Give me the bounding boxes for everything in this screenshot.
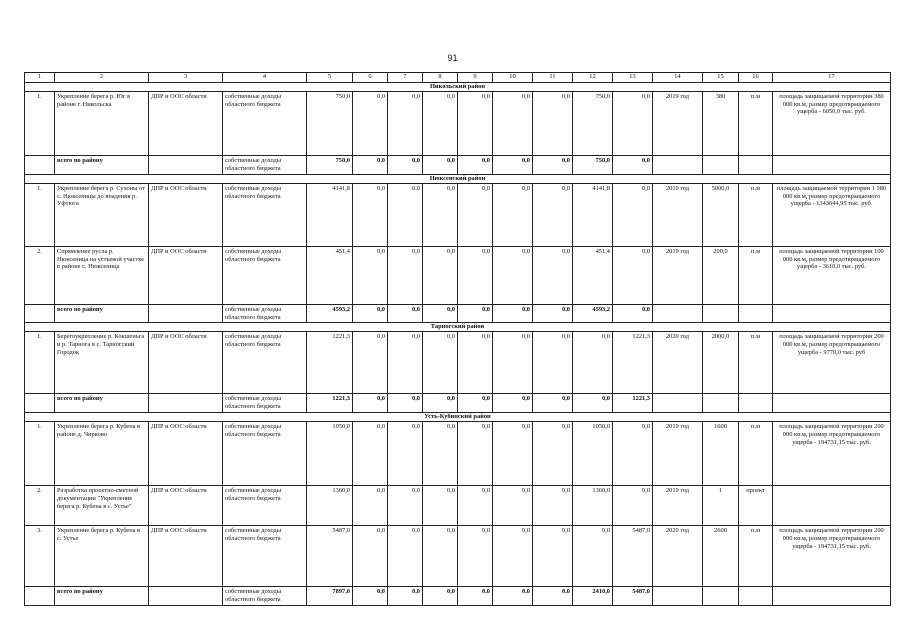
total-amount-cell: 750,0 [573,156,613,175]
col-header: 4 [223,73,307,83]
amount-cell: 0,0 [533,422,573,486]
amount-cell: 0,0 [493,184,533,247]
section-title: Усть-Кубинский район [25,413,891,422]
funding-source: собственные доходы областного бюджета [223,156,307,175]
amount-cell: 0,0 [423,247,458,305]
empty-cell [773,394,891,413]
total-amount-cell: 7897,0 [307,587,353,605]
amount-cell: 0,0 [388,422,423,486]
measure-name: Укрепление берега р. Юг в районе г. Никольска [55,92,149,156]
total-label: всего по району [55,305,149,323]
measure-name: Разработка проектно-сметной документации "Укрепление берега р. Кубена в с. Устье" [55,486,149,526]
note-cell: площадь защищаемой территории 200 000 кв.м, размер предотвращаемого ущерба - 194731,15 тыс. руб. [773,422,891,486]
col-header: 9 [458,73,493,83]
total-amount-cell: 0,0 [533,394,573,413]
amount-cell: 750,0 [307,92,353,156]
total-amount-cell: 0,0 [353,394,388,413]
table-row [25,247,891,305]
amount-cell: 0,0 [613,486,653,526]
row-number-empty [25,587,55,605]
total-amount-cell: 2410,0 [573,587,613,605]
amount-cell: 0,0 [458,486,493,526]
section-header-row [25,83,891,92]
col-header: 8 [423,73,458,83]
total-amount-cell: 0,0 [353,305,388,323]
measure-name: Спрямление русла р. Нюксеница на устьевой участке в районе с. Нюксеница [55,247,149,305]
total-amount-cell: 1221,3 [613,394,653,413]
total-amount-cell: 0,0 [423,305,458,323]
empty-cell [653,587,703,605]
col-header: 6 [353,73,388,83]
quantity-cell: 1 [703,486,739,526]
amount-cell: 0,0 [353,92,388,156]
amount-cell: 451,4 [573,247,613,305]
table-row [25,92,891,156]
executor-empty [149,587,223,605]
empty-cell [773,587,891,605]
unit-cell: п.м [739,526,773,587]
amount-cell: 1221,3 [307,332,353,394]
row-number: 1. [25,422,55,486]
amount-cell: 5487,0 [613,526,653,587]
table-row [25,422,891,486]
amount-cell: 1360,0 [573,486,613,526]
total-amount-cell: 0,0 [613,156,653,175]
amount-cell: 0,0 [423,486,458,526]
empty-cell [653,394,703,413]
amount-cell: 0,0 [423,332,458,394]
table-row [25,526,891,587]
total-amount-cell: 0,0 [493,587,533,605]
table-row [25,486,891,526]
year-cell: 2019 год [653,247,703,305]
year-cell: 2019 год [653,92,703,156]
col-header: 3 [149,73,223,83]
col-header: 15 [703,73,739,83]
quantity-cell: 5000,0 [703,184,739,247]
empty-cell [703,394,739,413]
row-number-empty [25,156,55,175]
quantity-cell: 1600 [703,422,739,486]
year-cell: 2020 год [653,332,703,394]
quantity-cell: 200,0 [703,247,739,305]
total-row [25,156,891,175]
measure-name: Укрепление берега р. Сухоны от с. Нюксеницы до впадения р. Уфтюга [55,184,149,247]
amount-cell: 0,0 [423,92,458,156]
empty-cell [739,587,773,605]
executor: ДПР и ООС области [149,92,223,156]
executor: ДПР и ООС области [149,332,223,394]
amount-cell: 0,0 [353,526,388,587]
col-header: 16 [739,73,773,83]
amount-cell: 0,0 [458,92,493,156]
year-cell: 2020 год [653,526,703,587]
col-header: 10 [493,73,533,83]
measure-name: Укрепление берега р. Кубена в с. Устье [55,526,149,587]
amount-cell: 0,0 [533,486,573,526]
total-amount-cell: 0,0 [533,587,573,605]
note-cell: площадь защищаемой территории 1 380 000 кв.м, размер предотвращаемого ущерба - 1343644,95 тыс. руб. [773,184,891,247]
total-amount-cell: 0,0 [458,156,493,175]
unit-cell: п.м [739,247,773,305]
measure-name: Берегоукрепление р. Кокшеньга и р. Тарнога в с. Тарногский Городок [55,332,149,394]
total-amount-cell: 0,0 [533,156,573,175]
budget-table [24,72,891,606]
amount-cell: 4141,8 [573,184,613,247]
total-amount-cell: 0,0 [423,156,458,175]
executor: ДПР и ООС области [149,184,223,247]
total-row [25,305,891,323]
year-cell: 2019 год [653,422,703,486]
row-number: 3. [25,526,55,587]
amount-cell: 0,0 [613,247,653,305]
row-number: 1. [25,332,55,394]
amount-cell: 451,4 [307,247,353,305]
amount-cell: 0,0 [493,422,533,486]
note-cell [773,486,891,526]
quantity-cell: 2000,0 [703,332,739,394]
amount-cell: 0,0 [613,422,653,486]
note-cell: площадь защищаемой территории 200 000 кв.м, размер предотвращаемого ущерба - 194731,15 тыс. руб. [773,526,891,587]
total-amount-cell: 750,0 [307,156,353,175]
amount-cell: 0,0 [493,526,533,587]
total-amount-cell: 0,0 [493,156,533,175]
amount-cell: 0,0 [573,332,613,394]
amount-cell: 0,0 [493,486,533,526]
funding-source: собственные доходы областного бюджета [223,247,307,305]
empty-cell [773,156,891,175]
table-row [25,332,891,394]
funding-source: собственные доходы областного бюджета [223,587,307,605]
amount-cell: 1221,3 [613,332,653,394]
amount-cell: 0,0 [458,247,493,305]
amount-cell: 0,0 [613,184,653,247]
unit-cell: проект [739,486,773,526]
total-amount-cell: 0,0 [458,394,493,413]
table-row [25,184,891,247]
empty-cell [703,156,739,175]
funding-source: собственные доходы областного бюджета [223,486,307,526]
funding-source: собственные доходы областного бюджета [223,422,307,486]
note-cell: площадь защищаемой территории 380 000 кв.м, размер предотвращаемого ущерба - 6050,0 тыс. руб. [773,92,891,156]
total-amount-cell: 0,0 [388,587,423,605]
col-header: 17 [773,73,891,83]
executor-empty [149,305,223,323]
executor: ДПР и ООС области [149,247,223,305]
row-number: 2. [25,247,55,305]
section-header-row [25,323,891,332]
amount-cell: 0,0 [388,526,423,587]
amount-cell: 0,0 [423,526,458,587]
funding-source: собственные доходы областного бюджета [223,92,307,156]
unit-cell: п.м [739,422,773,486]
funding-source: собственные доходы областного бюджета [223,184,307,247]
total-amount-cell: 0,0 [353,587,388,605]
total-amount-cell: 0,0 [493,394,533,413]
total-amount-cell: 0,0 [388,394,423,413]
section-title: Тарногский район [25,323,891,332]
table-body [25,73,891,606]
row-number: 1. [25,92,55,156]
col-header: 13 [613,73,653,83]
col-header: 12 [573,73,613,83]
total-label: всего по району [55,394,149,413]
funding-source: собственные доходы областного бюджета [223,394,307,413]
section-header-row [25,413,891,422]
total-amount-cell: 0,0 [613,305,653,323]
amount-cell: 0,0 [353,332,388,394]
amount-cell: 0,0 [388,486,423,526]
total-label: всего по району [55,587,149,605]
amount-cell: 4141,8 [307,184,353,247]
quantity-cell: 380 [703,92,739,156]
total-amount-cell: 0,0 [388,305,423,323]
quantity-cell: 2600 [703,526,739,587]
empty-cell [703,587,739,605]
section-header-row [25,175,891,184]
amount-cell: 0,0 [458,422,493,486]
col-header: 7 [388,73,423,83]
total-amount-cell: 4593,2 [307,305,353,323]
section-title: Нюксенский район [25,175,891,184]
total-amount-cell: 0,0 [458,305,493,323]
empty-cell [653,305,703,323]
total-amount-cell: 0,0 [423,587,458,605]
total-amount-cell: 0,0 [388,156,423,175]
executor: ДПР и ООС области [149,422,223,486]
measure-name: Укрепление берега р. Кубена в районе д. Чирково [55,422,149,486]
amount-cell: 1050,0 [573,422,613,486]
executor: ДПР и ООС области [149,486,223,526]
executor-empty [149,156,223,175]
empty-cell [703,305,739,323]
total-amount-cell: 5487,0 [613,587,653,605]
amount-cell: 0,0 [613,92,653,156]
row-number: 1. [25,184,55,247]
total-amount-cell: 0,0 [423,394,458,413]
unit-cell: п.м [739,92,773,156]
unit-cell: п.м [739,184,773,247]
amount-cell: 0,0 [388,247,423,305]
amount-cell: 1050,0 [307,422,353,486]
funding-source: собственные доходы областного бюджета [223,332,307,394]
row-number-empty [25,394,55,413]
column-header-row [25,73,891,83]
amount-cell: 750,0 [573,92,613,156]
amount-cell: 0,0 [533,332,573,394]
amount-cell: 0,0 [573,526,613,587]
note-cell: площадь защищаемой территории 100 000 кв.м, размер предотвращаемого ущерба - 3610,0 тыс. руб. [773,247,891,305]
amount-cell: 0,0 [533,92,573,156]
amount-cell: 1360,0 [307,486,353,526]
col-header: 2 [55,73,149,83]
total-amount-cell: 0,0 [493,305,533,323]
amount-cell: 0,0 [353,422,388,486]
amount-cell: 0,0 [493,332,533,394]
amount-cell: 0,0 [388,184,423,247]
total-row [25,587,891,605]
amount-cell: 0,0 [388,332,423,394]
page-number: 91 [447,53,458,63]
unit-cell: п.м [739,332,773,394]
amount-cell: 5487,0 [307,526,353,587]
amount-cell: 0,0 [353,486,388,526]
year-cell: 2019 год [653,486,703,526]
row-number-empty [25,305,55,323]
empty-cell [739,394,773,413]
total-amount-cell: 0,0 [533,305,573,323]
row-number: 2. [25,486,55,526]
total-amount-cell: 0,0 [573,394,613,413]
amount-cell: 0,0 [388,92,423,156]
funding-source: собственные доходы областного бюджета [223,305,307,323]
total-amount-cell: 0,0 [458,587,493,605]
total-label: всего по району [55,156,149,175]
amount-cell: 0,0 [458,184,493,247]
year-cell: 2019 год [653,184,703,247]
amount-cell: 0,0 [353,247,388,305]
total-amount-cell: 0,0 [353,156,388,175]
note-cell: площадь защищаемой территории 200 000 кв.м, размер предотвращаемого ущерба - 9770,0 тыс. руб [773,332,891,394]
empty-cell [653,156,703,175]
section-title: Никольский район [25,83,891,92]
executor: ДПР и ООС области [149,526,223,587]
amount-cell: 0,0 [493,247,533,305]
total-amount-cell: 1221,3 [307,394,353,413]
executor-empty [149,394,223,413]
empty-cell [773,305,891,323]
col-header: 14 [653,73,703,83]
amount-cell: 0,0 [493,92,533,156]
empty-cell [739,305,773,323]
empty-cell [739,156,773,175]
col-header: 11 [533,73,573,83]
amount-cell: 0,0 [533,184,573,247]
amount-cell: 0,0 [423,184,458,247]
amount-cell: 0,0 [533,247,573,305]
amount-cell: 0,0 [353,184,388,247]
amount-cell: 0,0 [533,526,573,587]
total-row [25,394,891,413]
amount-cell: 0,0 [458,526,493,587]
funding-source: собственные доходы областного бюджета [223,526,307,587]
amount-cell: 0,0 [458,332,493,394]
amount-cell: 0,0 [423,422,458,486]
col-header: 1 [25,73,55,83]
col-header: 5 [307,73,353,83]
total-amount-cell: 4593,2 [573,305,613,323]
